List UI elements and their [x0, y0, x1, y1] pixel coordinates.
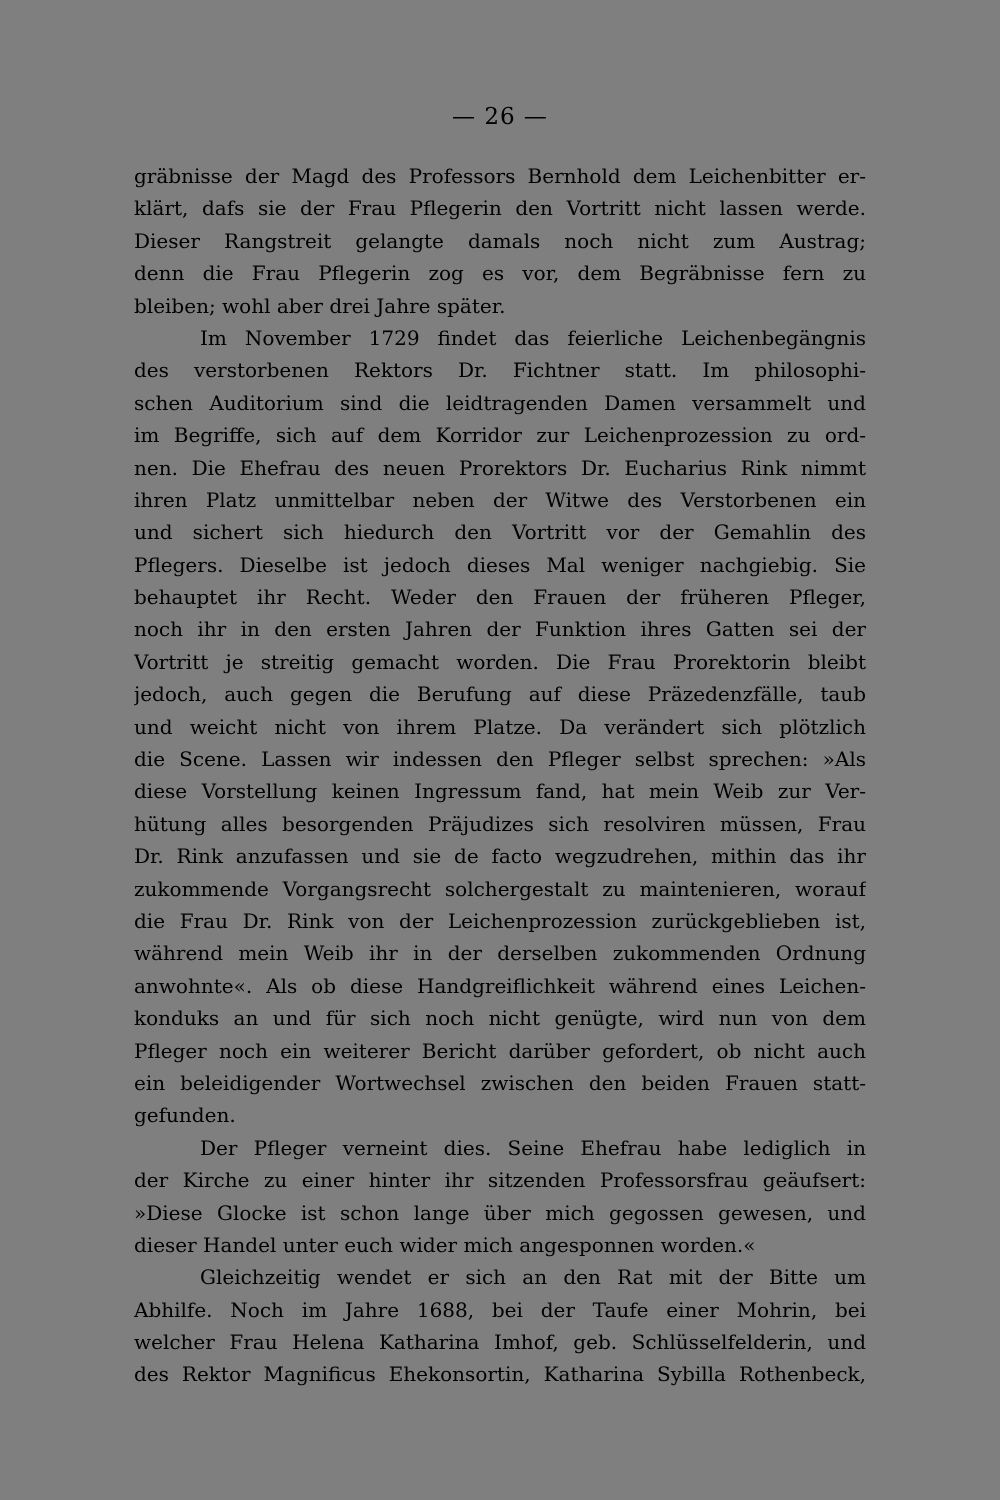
text-line: des Rektor Magnificus Ehekonsortin, Katharina Sybilla Rothenbeck,	[134, 1362, 866, 1387]
text-line: hütung alles besorgenden Präjudizes sich resolviren müssen, Frau	[134, 811, 866, 836]
text-line: jedoch, auch gegen die Berufung auf diese Präzedenzfälle, taub	[134, 682, 866, 707]
text-line: schen Auditorium sind die leidtragenden Damen versammelt und	[134, 390, 866, 415]
text-line: und sichert sich hiedurch den Vortritt vor der Gemahlin des	[134, 520, 866, 545]
text-line: Abhilfe. Noch im Jahre 1688, bei der Taufe einer Mohrin, bei	[134, 1297, 866, 1322]
text-line: konduks an und für sich noch nicht genügte, wird nun von dem	[134, 1006, 866, 1031]
text-line: Gleichzeitig wendet er sich an den Rat mit der Bitte um	[200, 1265, 866, 1290]
text-line: behauptet ihr Recht. Weder den Frauen der früheren Pfleger,	[134, 585, 866, 610]
text-line: welcher Frau Helena Katharina Imhof, geb. Schlüsselfelderin, und	[134, 1330, 866, 1355]
text-line: nen. Die Ehefrau des neuen Prorektors Dr. Eucharius Rink nimmt	[134, 455, 866, 480]
text-line: Der Pfleger verneint dies. Seine Ehefrau habe lediglich in	[200, 1135, 866, 1160]
text-line: ein beleidigender Wortwechsel zwischen den beiden Frauen statt-	[134, 1070, 866, 1095]
text-line: Pflegers. Dieselbe ist jedoch dieses Mal weniger nachgiebig. Sie	[134, 552, 866, 577]
text-line: ihren Platz unmittelbar neben der Witwe des Verstorbenen ein	[134, 487, 866, 512]
text-line: Pfleger noch ein weiterer Bericht darüber gefordert, ob nicht auch	[134, 1038, 866, 1063]
text-line: während mein Weib ihr in der derselben zukommenden Ordnung	[134, 941, 866, 966]
text-line: und weicht nicht von ihrem Platze. Da verändert sich plötzlich	[134, 714, 866, 739]
text-line: klärt, dafs sie der Frau Pflegerin den Vortritt nicht lassen werde.	[134, 196, 866, 221]
text-line: im Begriffe, sich auf dem Korridor zur Leichenprozession zu ord-	[134, 423, 866, 448]
text-line: anwohnte«. Als ob diese Handgreiflichkeit während eines Leichen-	[134, 973, 866, 998]
text-line: denn die Frau Pflegerin zog es vor, dem Begräbnisse fern zu	[134, 261, 866, 286]
text-line: die Frau Dr. Rink von der Leichenprozession zurückgeblieben ist,	[134, 908, 866, 933]
body-text	[134, 160, 866, 1391]
text-line: diese Vorstellung keinen Ingressum fand, hat mein Weib zur Ver-	[134, 779, 866, 804]
text-line: gräbnisse der Magd des Professors Bernhold dem Leichenbitter er-	[134, 164, 866, 188]
text-line: noch ihr in den ersten Jahren der Funktion ihres Gatten sei der	[134, 617, 866, 642]
text-line: gefunden.	[134, 1103, 236, 1128]
text-line: zukommende Vorgangsrecht solchergestalt zu maintenieren, worauf	[134, 876, 866, 901]
text-line: Dieser Rangstreit gelangte damals noch nicht zum Austrag;	[134, 228, 866, 253]
text-line: die Scene. Lassen wir indessen den Pfleger selbst sprechen: »Als	[134, 747, 866, 772]
text-line: der Kirche zu einer hinter ihr sitzenden Professorsfrau geäufsert:	[134, 1168, 866, 1193]
text-line: des verstorbenen Rektors Dr. Fichtner statt. Im philosophi-	[134, 358, 866, 383]
text-line: bleiben; wohl aber drei Jahre später.	[134, 293, 506, 318]
text-line: Im November 1729 findet das feierliche Leichenbegängnis	[200, 325, 866, 350]
text-line: »Diese Glocke ist schon lange über mich gegossen gewesen, und	[134, 1200, 866, 1225]
text-line: dieser Handel unter euch wider mich angesponnen worden.«	[134, 1232, 756, 1257]
page-number: — 26 —	[452, 104, 548, 130]
text-line: Dr. Rink anzufassen und sie de facto wegzudrehen, mithin das ihr	[134, 844, 866, 869]
text-line: Vortritt je streitig gemacht worden. Die Frau Prorektorin bleibt	[134, 649, 866, 674]
